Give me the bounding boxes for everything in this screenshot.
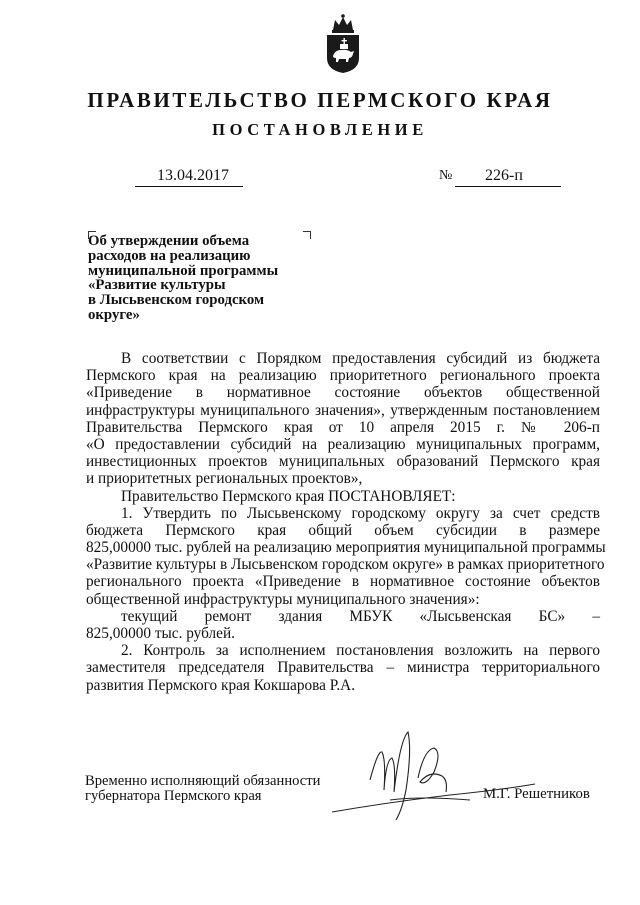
body-line: «О предоставлении субсидий на реализацию муниципальных программ, xyxy=(86,435,600,453)
body-line: Правительства Пермского края от 10 апреля 2015 г. № 206-п xyxy=(86,418,600,436)
body-line: общественной инфраструктуры муниципального значения»: xyxy=(86,590,480,608)
body-line: регионального проекта «Приведение в нормативное состояние объектов xyxy=(86,573,600,591)
document-date: 13.04.2017 xyxy=(135,166,243,187)
body-line: В соответствии с Порядком предоставления субсидий из бюджета xyxy=(121,350,600,367)
document-body xyxy=(86,350,606,694)
number-sign: № xyxy=(439,168,453,183)
subject-line: муниципальной программы xyxy=(88,262,279,279)
body-line: 825,00000 тыс. рублей на реализацию мероприятия муниципальной программы xyxy=(86,539,606,557)
subject-line: округе» xyxy=(88,306,140,323)
subject-line: «Развитие культуры xyxy=(88,277,226,294)
body-line: текущий ремонт здания МБУК «Лысьвенская БС» – xyxy=(121,607,600,625)
subject-line: Об утверждении объема xyxy=(88,233,250,249)
document-subject xyxy=(88,234,318,323)
body-line: инфраструктуры муниципального значения», утвержденным постановлением xyxy=(86,401,600,419)
body-line: 2. Контроль за исполнением постановления возложить на первого xyxy=(121,642,600,660)
subject-line: расходов на реализацию xyxy=(88,247,251,264)
document-number: 226-п xyxy=(455,166,561,187)
subject-line: в Лысьвенском городском xyxy=(88,292,265,309)
body-line: заместителя председателя Правительства – министра территориального xyxy=(86,659,600,677)
body-line: инвестиционных проектов муниципальных образований Пермского края xyxy=(86,453,600,471)
body-line: бюджета Пермского края общий объем субсидии в размере xyxy=(86,521,600,539)
government-title: ПРАВИТЕЛЬСТВО ПЕРМСКОГО КРАЯ xyxy=(87,88,553,112)
signatory-position xyxy=(85,774,320,803)
body-line: «Приведение в нормативное состояние объектов общественной xyxy=(86,384,600,402)
body-line: и приоритетных региональных проектов», xyxy=(86,470,363,488)
signatory-position-line: губернатора Пермского края xyxy=(85,787,262,804)
body-line: 825,00000 тыс. рублей. xyxy=(86,625,235,642)
signatory-name: М.Г. Решетников xyxy=(483,786,590,802)
coat-of-arms-icon xyxy=(321,12,365,74)
signatory-position-line: Временно исполняющий обязанности xyxy=(85,773,321,789)
body-line: 1. Утвердить по Лысьвенскому городскому округу за счет средств xyxy=(121,504,600,522)
document-type: ПОСТАНОВЛЕНИЕ xyxy=(212,120,428,139)
body-line: Правительство Пермского края ПОСТАНОВЛЯЕТ: xyxy=(121,487,456,505)
body-line: Пермского края на реализацию приоритетного регионального проекта xyxy=(86,367,600,385)
body-line: «Развитие культуры в Лысьвенском городском округе» в рамках приоритетного xyxy=(86,556,605,574)
body-line: развития Пермского края Кокшарова Р.А. xyxy=(86,676,356,694)
handwritten-signature xyxy=(330,720,540,830)
